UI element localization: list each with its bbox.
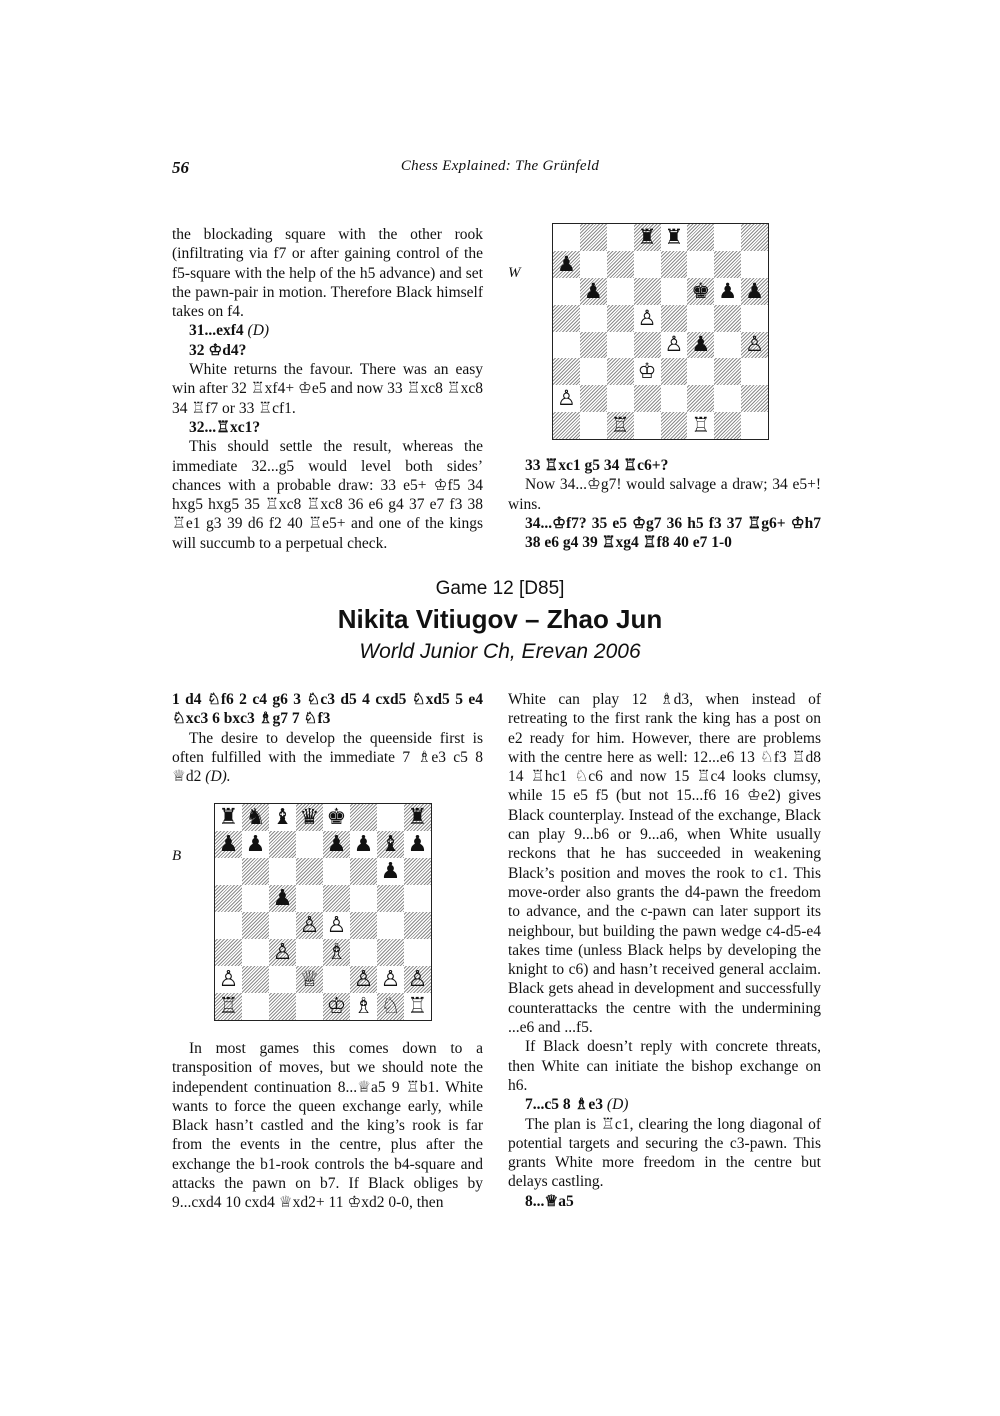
- game-number: Game 12 [D85]: [435, 578, 565, 599]
- square-b4: [580, 332, 607, 359]
- square-a8: [553, 224, 580, 251]
- square-b8: [242, 804, 269, 831]
- square-e1: [661, 412, 688, 439]
- square-a4: [553, 332, 580, 359]
- white-knight-icon: ♘: [380, 993, 401, 1019]
- square-f4: [350, 912, 377, 939]
- square-h4: [404, 912, 431, 939]
- square-f3: [350, 939, 377, 966]
- square-h5: [404, 885, 431, 912]
- square-a3: [215, 939, 242, 966]
- square-c4: [269, 912, 296, 939]
- paragraph-text: the blockading square with the other rook (infiltrating via f7 or after gaining control of the f5-square with the help of the h5 advance) and set the pawn-pair in motion. Therefore Black himself takes on f4.: [172, 226, 483, 321]
- paragraph: [508, 475, 821, 514]
- running-title: Chess Explained: The Grünfeld: [400, 158, 600, 174]
- white-pawn-icon: ♙: [637, 305, 657, 330]
- square-a1: [215, 993, 242, 1020]
- square-d2: [634, 385, 661, 412]
- square-h3: [741, 358, 768, 385]
- white-king-icon: ♔: [637, 359, 657, 384]
- square-c2: [607, 385, 634, 412]
- square-e5: [323, 885, 350, 912]
- square-a5: [215, 885, 242, 912]
- black-pawn-icon: ♟: [326, 831, 347, 857]
- square-g2: [714, 385, 741, 412]
- square-h6: [404, 858, 431, 885]
- square-c2: [269, 966, 296, 993]
- paragraph: [508, 690, 821, 1037]
- square-f8: [350, 804, 377, 831]
- square-g8: [714, 224, 741, 251]
- square-d4: [296, 912, 323, 939]
- black-pawn-icon: ♟: [380, 858, 401, 884]
- white-pawn-icon: ♙: [407, 966, 428, 992]
- square-g5: [714, 305, 741, 332]
- white-pawn-icon: ♙: [353, 966, 374, 992]
- black-pawn-icon: ♟: [557, 251, 576, 276]
- square-h2: [404, 966, 431, 993]
- square-e1: [323, 993, 350, 1020]
- square-d3: [634, 358, 661, 385]
- square-c6: [269, 858, 296, 885]
- square-g3: [377, 939, 404, 966]
- square-d6: [296, 858, 323, 885]
- lower-right-column: [508, 690, 821, 1211]
- white-king-icon: ♔: [326, 993, 347, 1019]
- square-e6: [323, 858, 350, 885]
- square-d7: [296, 831, 323, 858]
- square-c7: [607, 251, 634, 278]
- square-d5: [296, 885, 323, 912]
- chess-diagram-2: [214, 803, 432, 1021]
- black-rook-icon: ♜: [218, 804, 239, 830]
- square-d3: [296, 939, 323, 966]
- square-b2: [580, 385, 607, 412]
- square-c6: [607, 278, 634, 305]
- square-a6: [215, 858, 242, 885]
- white-pawn-icon: ♙: [557, 386, 576, 411]
- diagram-1-to-move: W: [508, 265, 521, 281]
- page-number: 56: [172, 158, 189, 177]
- move-line: [508, 514, 821, 553]
- black-queen-icon: ♛: [299, 804, 320, 830]
- game-players: Nikita Vitiugov – Zhao Jun: [337, 604, 663, 634]
- square-a8: [215, 804, 242, 831]
- square-e3: [661, 358, 688, 385]
- square-f6: [350, 858, 377, 885]
- square-g1: [377, 993, 404, 1020]
- paragraph-text: If Black doesn’t reply with concrete threats, then White can initiate the bishop exchange on h6.: [508, 1038, 821, 1094]
- white-pawn-icon: ♙: [745, 332, 764, 357]
- diagram-2-to-move: B: [172, 848, 182, 864]
- move-line: [172, 690, 483, 729]
- chess-diagram-1: [552, 223, 769, 440]
- square-a5: [553, 305, 580, 332]
- square-h5: [741, 305, 768, 332]
- upper-right-column: [508, 456, 821, 552]
- square-c7: [269, 831, 296, 858]
- square-b6: [242, 858, 269, 885]
- paragraph-text: In most games this comes down to a transposition of moves, but we should note the independent continuation 8...♕a5 9 ♖b1. White wants to force the queen exchange early, while Black hasn’t castled and the king’s rook is far from the events in the centre, plus after the exchange the b1-rook controls the b4-square and attacks the pawn on b7. If Black obliges by 9...cxd4 10 cxd4 ♕xd2+ 11 ♔xd2 0-0, then: [172, 1040, 483, 1212]
- square-b5: [580, 305, 607, 332]
- lower-left-top-column: [172, 690, 483, 786]
- white-pawn-icon: ♙: [272, 939, 293, 965]
- black-pawn-icon: ♟: [272, 885, 293, 911]
- paragraph: [172, 729, 483, 787]
- square-f4: [687, 332, 714, 359]
- black-rook-icon: ♜: [664, 224, 684, 249]
- paragraph: [172, 437, 483, 553]
- paragraph-text: The desire to develop the queenside first is often fulfilled with the immediate 7 ♗e3 c5 8 ♕d2: [172, 729, 483, 786]
- square-f7: [350, 831, 377, 858]
- white-bishop-icon: ♗: [353, 993, 374, 1019]
- square-f3: [687, 358, 714, 385]
- black-pawn-icon: ♟: [745, 278, 764, 303]
- black-pawn-icon: ♟: [353, 831, 374, 857]
- square-g3: [714, 358, 741, 385]
- square-a4: [215, 912, 242, 939]
- white-pawn-icon: ♙: [380, 966, 401, 992]
- square-d1: [296, 993, 323, 1020]
- square-g7: [714, 251, 741, 278]
- paragraph: [172, 225, 483, 321]
- square-g6: [377, 858, 404, 885]
- square-f1: [687, 412, 714, 439]
- square-g4: [377, 912, 404, 939]
- black-king-icon: ♚: [326, 804, 347, 830]
- move-line: [172, 321, 483, 340]
- square-e4: [661, 332, 688, 359]
- square-h6: [741, 278, 768, 305]
- square-c8: [269, 804, 296, 831]
- move-line: [172, 341, 483, 360]
- game-event: World Junior Ch, Erevan 2006: [359, 640, 641, 663]
- square-a3: [553, 358, 580, 385]
- paragraph-text: Now 34...♔g7! would salvage a draw; 34 e5+! wins.: [508, 476, 821, 513]
- paragraph-text: 7...c5 8 ♗e3: [525, 1096, 604, 1114]
- square-f1: [350, 993, 377, 1020]
- white-rook-icon: ♖: [407, 993, 428, 1019]
- square-a7: [553, 251, 580, 278]
- square-c4: [607, 332, 634, 359]
- square-c1: [607, 412, 634, 439]
- square-f5: [687, 305, 714, 332]
- white-pawn-icon: ♙: [326, 912, 347, 938]
- paragraph-text: 1 d4 ♘f6 2 c4 g6 3 ♘c3 d5 4 cxd5 ♘xd5 5 e4 ♘xc3 6 bxc3 ♗g7 7 ♘f3: [172, 691, 483, 728]
- square-d1: [634, 412, 661, 439]
- square-e2: [661, 385, 688, 412]
- square-e7: [661, 251, 688, 278]
- square-f5: [350, 885, 377, 912]
- square-h4: [741, 332, 768, 359]
- square-b7: [242, 831, 269, 858]
- black-pawn-icon: ♟: [218, 831, 239, 857]
- square-b1: [580, 412, 607, 439]
- diagram-note: (D).: [205, 768, 231, 786]
- move-line: [172, 418, 483, 437]
- black-rook-icon: ♜: [637, 224, 657, 249]
- square-e4: [323, 912, 350, 939]
- white-rook-icon: ♖: [610, 413, 630, 438]
- square-f7: [687, 251, 714, 278]
- square-e5: [661, 305, 688, 332]
- move-line: [508, 1192, 821, 1211]
- paragraph-text: The plan is ♖c1, clearing the long diagonal of potential targets and securing the c3-pawn. This grants White more freedom in the centre but delays castling.: [508, 1115, 821, 1191]
- square-c5: [607, 305, 634, 332]
- black-rook-icon: ♜: [407, 804, 428, 830]
- white-bishop-icon: ♗: [326, 939, 347, 965]
- paragraph: [508, 1037, 821, 1095]
- square-d5: [634, 305, 661, 332]
- square-g7: [377, 831, 404, 858]
- white-pawn-icon: ♙: [299, 912, 320, 938]
- square-h7: [404, 831, 431, 858]
- diagram-note: (D): [247, 322, 270, 340]
- square-g5: [377, 885, 404, 912]
- black-bishop-icon: ♝: [272, 804, 293, 830]
- black-bishop-icon: ♝: [380, 831, 401, 857]
- square-f6: [687, 278, 714, 305]
- square-h2: [741, 385, 768, 412]
- square-d8: [634, 224, 661, 251]
- black-knight-icon: ♞: [245, 804, 266, 830]
- move-line: [508, 456, 821, 475]
- square-h8: [404, 804, 431, 831]
- square-g2: [377, 966, 404, 993]
- paragraph-text: White can play 12 ♗d3, when instead of retreating to the first rank the king has a post on e2 ready for him. However, there are problems with the centre here as well: 12...e6 13 ♘f3 ♖d8 14 ♖hc1 ♘c6 and now 15 ♖c4 looks clumsy, while 15 e5 f5 (but not 15...f6 16 ♔e2) gives Black counterplay. Instead of the exchange, Black can play 9...b6 or 9...a6, when White usually reckons that he has succeeded in weakening Black’s position and moves the rook to c1. This move-order also grants the d4-pawn the freedom to advance, and the c-pawn can later support its neighbour, but building the pawn wedge c4-d5-e4 takes time (unless Black helps by developing the knight to c6) and hasn’t received general acclaim. Black gets ahead in development and successfully counterattacks the centre with the undermining ...e6 and ...f5.: [508, 691, 821, 1037]
- square-e8: [661, 224, 688, 251]
- paragraph-text: 31...exf4: [189, 322, 244, 340]
- square-b1: [242, 993, 269, 1020]
- square-d8: [296, 804, 323, 831]
- square-c5: [269, 885, 296, 912]
- square-b8: [580, 224, 607, 251]
- white-rook-icon: ♖: [691, 413, 711, 438]
- square-d2: [296, 966, 323, 993]
- black-pawn-icon: ♟: [691, 332, 711, 357]
- square-b5: [242, 885, 269, 912]
- square-c3: [269, 939, 296, 966]
- square-b4: [242, 912, 269, 939]
- move-line: [508, 1095, 821, 1114]
- square-f2: [350, 966, 377, 993]
- paragraph-text: 32 ♔d4?: [189, 341, 247, 359]
- paragraph-text: This should settle the result, whereas the immediate 32...g5 would level both sides’ chances with a probable draw: 33 e5+ ♔f5 34 hxg5 hxg5 35 ♖xc8 ♖xc8 36 e6 g4 37 e7 f3 38 ♖e1 g3 39 d6 f2 40 ♖e5+ and one of the kings will succumb to a perpetual check.: [172, 438, 483, 552]
- paragraph: [172, 360, 483, 418]
- square-c8: [607, 224, 634, 251]
- paragraph: [508, 1115, 821, 1192]
- square-c3: [607, 358, 634, 385]
- square-b7: [580, 251, 607, 278]
- white-rook-icon: ♖: [218, 993, 239, 1019]
- paragraph-text: 8...♕a5: [525, 1192, 574, 1210]
- square-g6: [714, 278, 741, 305]
- square-b6: [580, 278, 607, 305]
- square-h8: [741, 224, 768, 251]
- lower-left-bottom-column: [172, 1039, 483, 1213]
- square-a6: [553, 278, 580, 305]
- square-d4: [634, 332, 661, 359]
- square-h1: [741, 412, 768, 439]
- square-e7: [323, 831, 350, 858]
- paragraph-text: 32...♖xc1?: [189, 418, 261, 436]
- square-e6: [661, 278, 688, 305]
- square-b3: [580, 358, 607, 385]
- square-g4: [714, 332, 741, 359]
- white-pawn-icon: ♙: [664, 332, 684, 357]
- white-queen-icon: ♕: [299, 966, 320, 992]
- square-h1: [404, 993, 431, 1020]
- square-h7: [741, 251, 768, 278]
- square-b3: [242, 939, 269, 966]
- square-b2: [242, 966, 269, 993]
- square-f2: [687, 385, 714, 412]
- square-c1: [269, 993, 296, 1020]
- square-g1: [714, 412, 741, 439]
- square-d6: [634, 278, 661, 305]
- square-h3: [404, 939, 431, 966]
- square-a7: [215, 831, 242, 858]
- diagram-note: (D): [606, 1096, 629, 1114]
- square-e2: [323, 966, 350, 993]
- black-king-icon: ♚: [691, 278, 711, 303]
- square-d7: [634, 251, 661, 278]
- paragraph-text: White returns the favour. There was an easy win after 32 ♖xf4+ ♔e5 and now 33 ♖xc8 ♖xc8 34 ♖f7 or 33 ♖cf1.: [172, 361, 483, 417]
- white-pawn-icon: ♙: [218, 966, 239, 992]
- black-pawn-icon: ♟: [583, 278, 603, 303]
- square-g8: [377, 804, 404, 831]
- square-a2: [215, 966, 242, 993]
- paragraph-text: 34...♔f7? 35 e5 ♔g7 36 h5 f3 37 ♖g6+ ♔h7 38 e6 g4 39 ♖xg4 ♖f8 40 e7 1-0: [525, 514, 821, 552]
- black-pawn-icon: ♟: [718, 278, 738, 303]
- black-pawn-icon: ♟: [407, 831, 428, 857]
- paragraph-text: 33 ♖xc1 g5 34 ♖c6+?: [525, 457, 669, 474]
- square-e3: [323, 939, 350, 966]
- paragraph: [172, 1039, 483, 1213]
- square-a2: [553, 385, 580, 412]
- upper-left-column: [172, 225, 483, 553]
- square-e8: [323, 804, 350, 831]
- square-a1: [553, 412, 580, 439]
- black-pawn-icon: ♟: [245, 831, 266, 857]
- square-f8: [687, 224, 714, 251]
